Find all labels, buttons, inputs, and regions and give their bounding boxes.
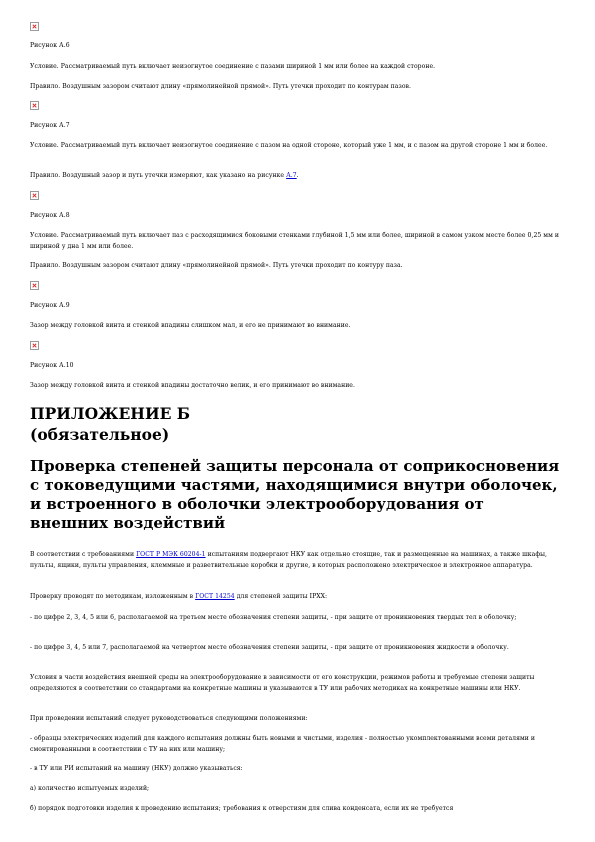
body-paragraph: - в ТУ или РИ испытаний на машину (НКУ) должно указываться: — [30, 765, 243, 772]
condition-text: Условие. Рассматриваемый путь включает паз с расходящимися боковыми стенками глубиной 1,5 мм или более, шириной в самом узком месте более 0,25 мм и шириной у дна 1 мм или более. — [30, 232, 559, 250]
rule-text: Правило. Воздушным зазором считают длину «прямолинейной прямой». Путь утечки проходит по контуру паза. — [30, 262, 403, 269]
figure-note: Зазор между головкой винта и стенкой впадины достаточно велик, и его принимают во внимание. — [30, 382, 355, 389]
figure-caption: Рисунок А.6 — [30, 42, 70, 49]
body-paragraph: Условия в части воздействия внешней среды на электрооборудование в зависимости от его конструкции, режимов работы и требуемые степени защиты определяются в соответствии со стандартами на конкретные машины и указываются в ТУ или рабочих методиках на конкретные машины или НКУ. — [30, 674, 535, 692]
broken-image-icon — [30, 22, 39, 31]
body-paragraph: а) количество испытуемых изделий; — [30, 785, 150, 792]
broken-image-icon — [30, 191, 39, 200]
rule-text: Правило. Воздушный зазор и путь утечки измеряют, как указано на рисунке А.7. — [30, 172, 299, 179]
body-paragraph: - по цифре 2, 3, 4, 5 или 6, располагаемой на третьем месте обозначения степени защиты, - при защите от проникновения твердых тел в оболочку; — [30, 614, 517, 621]
body-paragraph: В соответствии с требованиями ГОСТ Р МЭК 60204-1 испытаниям подвергают НКУ как отдельно стоящие, так и размещенные на машинах, а также шкафы, пульты, ящики, пульты управления, клеммные и разветвительные коробки и другие, в которых расположено электрическое и электронное аппаратура. — [30, 551, 548, 569]
condition-text: Условие. Рассматриваемый путь включает неизогнутое соединение с пазами шириной 1 мм или более на каждой стороне. — [30, 63, 436, 70]
figure-note: Зазор между головкой винта и стенкой впадины слишком мал, и его не принимают во внимание. — [30, 322, 351, 329]
standard-link[interactable]: ГОСТ 14254 — [195, 593, 235, 600]
rule-text: Правило. Воздушным зазором считают длину «прямолинейной прямой». Путь утечки проходит по контурам пазов. — [30, 83, 412, 90]
figure-caption: Рисунок А.8 — [30, 212, 70, 219]
body-paragraph: При проведении испытаний следует руководствоваться следующими положениями: — [30, 715, 308, 722]
body-paragraph: - образцы электрических изделий для каждого испытания должны быть новыми и чистыми, изделия - полностью укомплектованными всеми деталями и смонтированными в соответствии с ТУ на них или машину; — [30, 735, 535, 753]
broken-image-icon — [30, 341, 39, 350]
figure-caption: Рисунок А.7 — [30, 122, 70, 129]
body-paragraph: Проверку проводят по методикам, изложенным в ГОСТ 14254 для степеней защиты IPXX: — [30, 593, 328, 600]
appendix-title: ПРИЛОЖЕНИЕ Б — [30, 404, 191, 423]
body-paragraph: - по цифре 3, 4, 5 или 7, располагаемой на четвертом месте обозначения степени защиты, - при защите от проникновения жидкости в оболочку. — [30, 644, 509, 651]
figure-caption: Рисунок А.10 — [30, 362, 74, 369]
condition-text: Условие. Рассматриваемый путь включает неизогнутое соединение с пазом на одной стороне, который уже 1 мм, и с пазом на другой стороне 1 мм и более. — [30, 142, 548, 149]
broken-image-icon — [30, 101, 39, 110]
broken-image-icon — [30, 281, 39, 290]
figure-link[interactable]: А.7 — [286, 172, 297, 179]
figure-caption: Рисунок А.9 — [30, 302, 70, 309]
standard-link[interactable]: ГОСТ Р МЭК 60204-1 — [136, 551, 206, 558]
body-paragraph: б) порядок подготовки изделия к проведению испытания; требования к отверстиям для слива конденсата, если их не требуется — [30, 805, 454, 812]
appendix-subtitle: (обязательное) — [30, 425, 170, 444]
section-heading: Проверка степеней защиты персонала от соприкосновения с токоведущими частями, находящимися внутри оболочек, и встроенного в оболочки электрооборудования от внешних воздействий — [30, 457, 560, 532]
